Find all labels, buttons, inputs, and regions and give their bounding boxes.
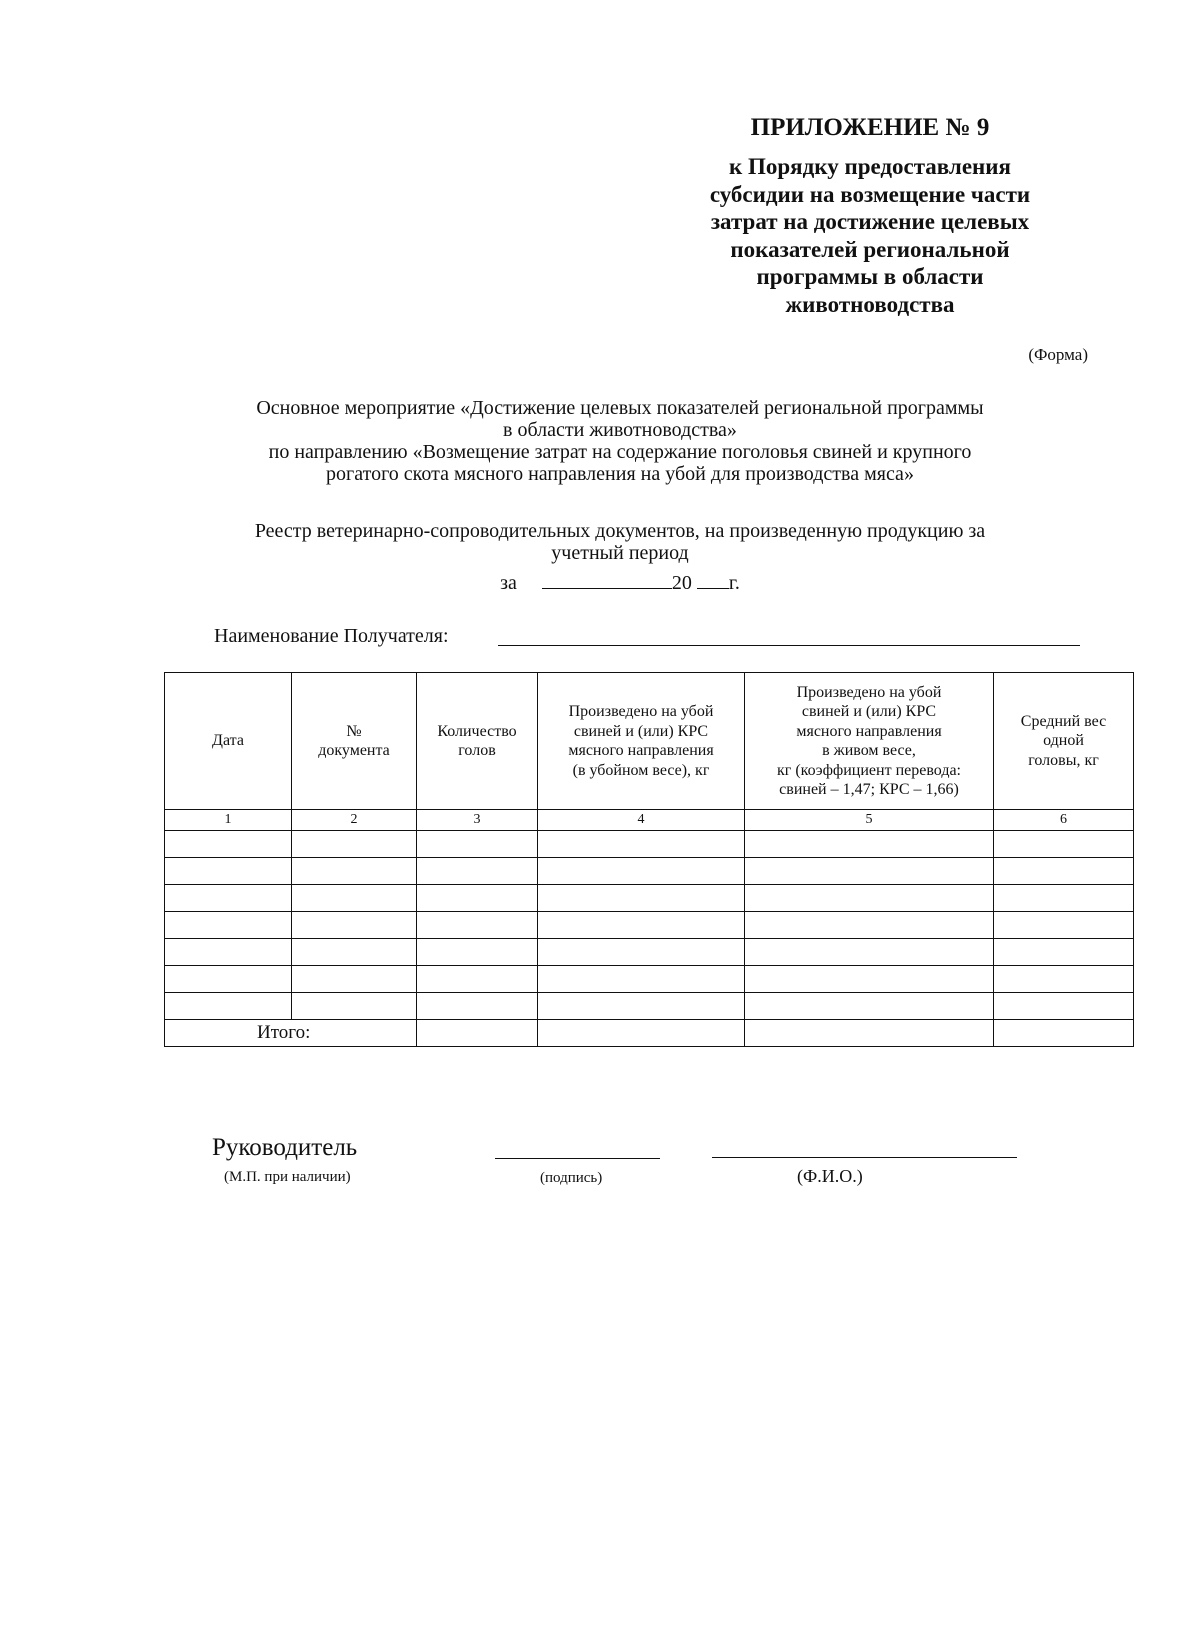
appendix-number: ПРИЛОЖЕНИЕ № 9 <box>750 114 990 141</box>
table-cell[interactable] <box>745 831 994 858</box>
registry-line: учетный период <box>551 542 689 564</box>
header-slaughter-weight: Произведено на убой свиней и (или) КРС мясного направления (в убойном весе), кг <box>538 673 745 810</box>
table-cell[interactable] <box>417 939 538 966</box>
appendix-subtitle-line: субсидии на возмещение части <box>709 181 1031 207</box>
full-name-field[interactable] <box>712 1157 1017 1158</box>
table-cell[interactable] <box>292 912 417 939</box>
table-cell[interactable] <box>165 966 292 993</box>
header-document-number: № документа <box>292 673 417 810</box>
total-row <box>165 1020 1134 1047</box>
stamp-note: (М.П. при наличии) <box>224 1169 351 1185</box>
table-cell[interactable] <box>417 912 538 939</box>
measure-line: по направлению «Возмещение затрат на содержание поголовья свиней и крупного <box>268 441 972 463</box>
main-measure-text <box>160 397 1080 485</box>
table-cell[interactable] <box>165 912 292 939</box>
table-cell[interactable] <box>994 885 1134 912</box>
table-cell[interactable] <box>417 885 538 912</box>
appendix-heading <box>660 113 1080 318</box>
table-cell[interactable] <box>165 831 292 858</box>
appendix-subtitle-line: программы в области <box>756 264 984 289</box>
table-cell[interactable] <box>994 966 1134 993</box>
appendix-subtitle <box>660 153 1080 318</box>
table-cell[interactable] <box>292 966 417 993</box>
table-cell[interactable] <box>538 885 745 912</box>
table-cell[interactable] <box>417 858 538 885</box>
table-cell[interactable] <box>292 831 417 858</box>
table-row <box>165 858 1134 885</box>
header-live-weight: Произведено на убой свиней и (или) КРС мясного направления в живом весе, кг (коэффициент перевода: свиней – 1,47; КРС – 1,66) <box>745 673 994 810</box>
table-row <box>165 939 1134 966</box>
table-cell[interactable] <box>745 966 994 993</box>
table-cell[interactable] <box>538 831 745 858</box>
table-cell[interactable] <box>292 939 417 966</box>
total-cell[interactable] <box>417 1020 538 1047</box>
period-year-field[interactable] <box>697 572 729 589</box>
table-cell[interactable] <box>165 993 292 1020</box>
table-cell[interactable] <box>745 885 994 912</box>
table-cell[interactable] <box>292 885 417 912</box>
registry-table <box>164 672 1134 1047</box>
appendix-subtitle-line: показателей региональной <box>730 236 1010 262</box>
table-cell[interactable] <box>538 858 745 885</box>
table-cell[interactable] <box>292 993 417 1020</box>
full-name-label: (Ф.И.О.) <box>797 1166 863 1186</box>
column-number: 4 <box>538 810 745 831</box>
table-cell[interactable] <box>417 966 538 993</box>
table-cell[interactable] <box>745 993 994 1020</box>
table-cell[interactable] <box>538 993 745 1020</box>
form-label: (Форма) <box>1028 345 1088 364</box>
signature-field[interactable] <box>495 1158 660 1159</box>
column-number: 5 <box>745 810 994 831</box>
signature-label: (подпись) <box>540 1170 603 1186</box>
table-row <box>165 912 1134 939</box>
appendix-subtitle-line: к Порядку предоставления <box>729 154 1011 179</box>
recipient-label: Наименование Получателя: <box>214 625 449 647</box>
total-cell[interactable] <box>745 1020 994 1047</box>
table-row <box>165 993 1134 1020</box>
period-suffix: г. <box>728 572 740 594</box>
measure-line: в области животноводства» <box>503 419 737 441</box>
table-row <box>165 885 1134 912</box>
period-year-prefix: 20 <box>671 572 692 594</box>
header-date: Дата <box>165 673 292 810</box>
registry-line: Реестр ветеринарно-сопроводительных документов, на произведенную продукцию за <box>254 520 986 542</box>
period-prefix: за <box>500 572 517 594</box>
total-label: Итого: <box>165 1020 417 1047</box>
measure-line: рогатого скота мясного направления на убой для производства мяса» <box>326 463 914 485</box>
measure-line: Основное мероприятие «Достижение целевых показателей региональной программы <box>256 397 984 419</box>
table-cell[interactable] <box>745 858 994 885</box>
column-number: 2 <box>292 810 417 831</box>
column-number: 6 <box>994 810 1134 831</box>
table-cell[interactable] <box>165 885 292 912</box>
column-number-row <box>165 810 1134 831</box>
table-cell[interactable] <box>417 831 538 858</box>
column-number: 1 <box>165 810 292 831</box>
table-header-row <box>165 673 1134 810</box>
header-head-count: Количество голов <box>417 673 538 810</box>
period-month-field[interactable] <box>542 572 672 589</box>
period-line <box>160 572 1080 594</box>
header-average-weight: Средний вес одной головы, кг <box>994 673 1134 810</box>
table-cell[interactable] <box>165 939 292 966</box>
table-cell[interactable] <box>994 831 1134 858</box>
table-row <box>165 966 1134 993</box>
table-cell[interactable] <box>994 993 1134 1020</box>
recipient-name-field[interactable] <box>498 645 1080 646</box>
table-cell[interactable] <box>745 912 994 939</box>
table-cell[interactable] <box>994 912 1134 939</box>
appendix-subtitle-line: затрат на достижение целевых <box>710 209 1030 234</box>
signature-title: Руководитель <box>212 1134 358 1161</box>
table-cell[interactable] <box>994 858 1134 885</box>
table-cell[interactable] <box>745 939 994 966</box>
table-cell[interactable] <box>165 858 292 885</box>
table-cell[interactable] <box>538 939 745 966</box>
table-cell[interactable] <box>538 912 745 939</box>
table-cell[interactable] <box>538 966 745 993</box>
total-cell[interactable] <box>538 1020 745 1047</box>
table-cell[interactable] <box>994 939 1134 966</box>
registry-title <box>160 520 1080 564</box>
table-cell[interactable] <box>417 993 538 1020</box>
total-cell[interactable] <box>994 1020 1134 1047</box>
column-number: 3 <box>417 810 538 831</box>
table-row <box>165 831 1134 858</box>
table-cell[interactable] <box>292 858 417 885</box>
appendix-subtitle-line: животноводства <box>785 291 955 317</box>
